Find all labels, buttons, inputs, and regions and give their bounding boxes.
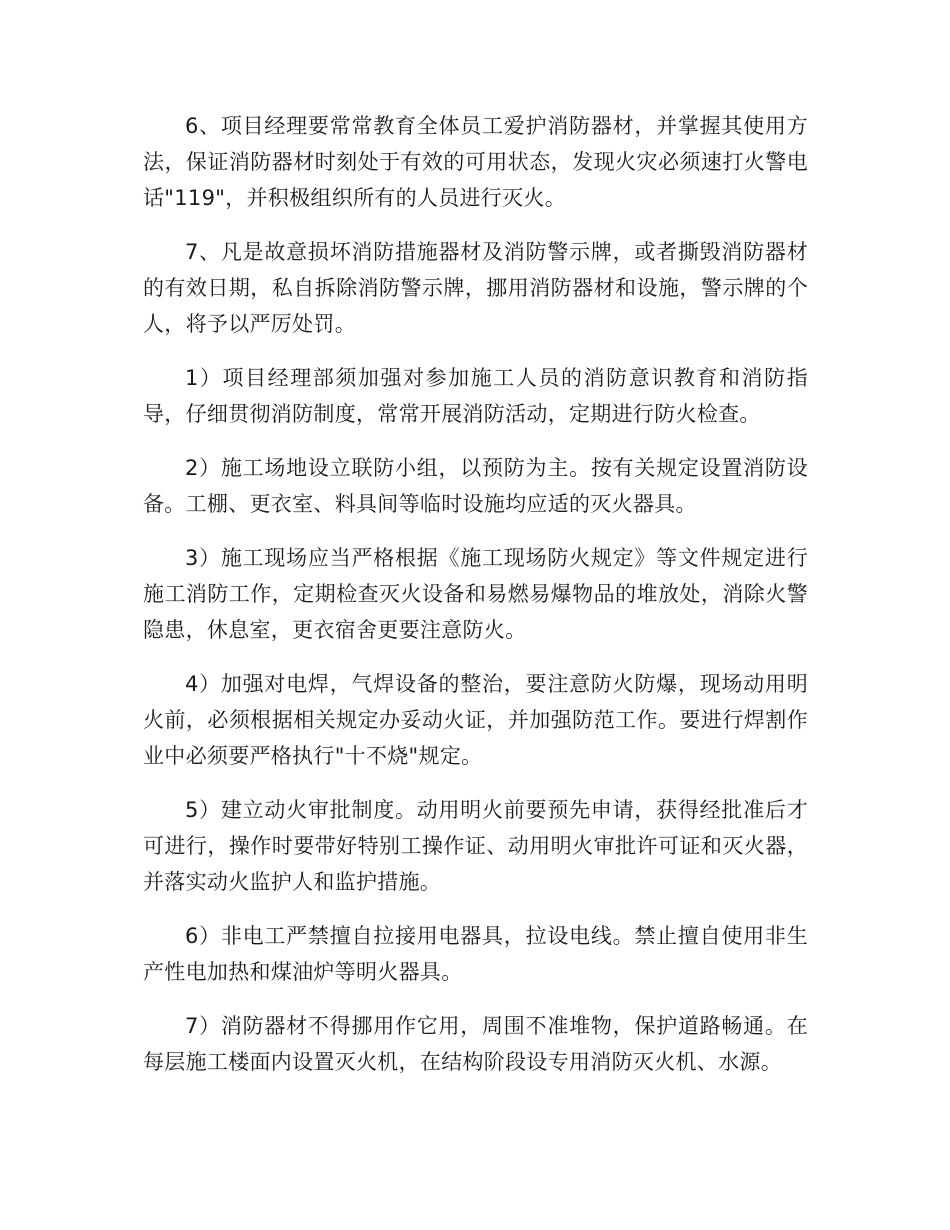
paragraph-fire-equipment-education: 6、项目经理要常常教育全体员工爱护消防器材，并掌握其使用方法，保证消防器材时刻处于有效的可用状态，发现火灾必须速打火警电话"119"，并积极组织所有的人员进行灭火。: [143, 114, 808, 210]
paragraph-item-4-welding-control: 4）加强对电焊，气焊设备的整治，要注意防火防爆，现场动用明火前，必须根据相关规定办妥动火证，并加强防范工作。要进行焊割作业中必须要严格执行"十不烧"规定。: [143, 672, 808, 768]
paragraph-item-3-site-regulations: 3）施工现场应当严格根据《施工现场防火规定》等文件规定进行施工消防工作，定期检查灭火设备和易燃易爆物品的堆放处，消除火警隐患，休息室，更衣宿舍更要注意防火。: [143, 546, 808, 642]
paragraph-item-6-electrical-safety: 6）非电工严禁擅自拉接用电器具，拉设电线。禁止擅自使用非生产性电加热和煤油炉等明火器具。: [143, 924, 808, 984]
paragraph-item-1-fire-awareness: 1）项目经理部须加强对参加施工人员的消防意识教育和消防指导，仔细贯彻消防制度，常常开展消防活动，定期进行防火检查。: [143, 366, 808, 426]
paragraph-item-7-equipment-placement: 7）消防器材不得挪用作它用，周围不准堆物，保护道路畅通。在每层施工楼面内设置灭火机，在结构阶段设专用消防灭火机、水源。: [143, 1014, 808, 1074]
paragraph-item-2-joint-defense: 2）施工场地设立联防小组，以预防为主。按有关规定设置消防设备。工棚、更衣室、料具间等临时设施均应适的灭火器具。: [143, 456, 808, 516]
paragraph-item-5-hot-work-approval: 5）建立动火审批制度。动用明火前要预先申请，获得经批准后才可进行，操作时要带好特别工操作证、动用明火审批许可证和灭火器，并落实动火监护人和监护措施。: [143, 798, 808, 894]
paragraph-damage-penalty: 7、凡是故意损坏消防措施器材及消防警示牌，或者撕毁消防器材的有效日期，私自拆除消防警示牌，挪用消防器材和设施，警示牌的个人，将予以严厉处罚。: [143, 240, 808, 336]
document-body: [143, 108, 808, 1098]
